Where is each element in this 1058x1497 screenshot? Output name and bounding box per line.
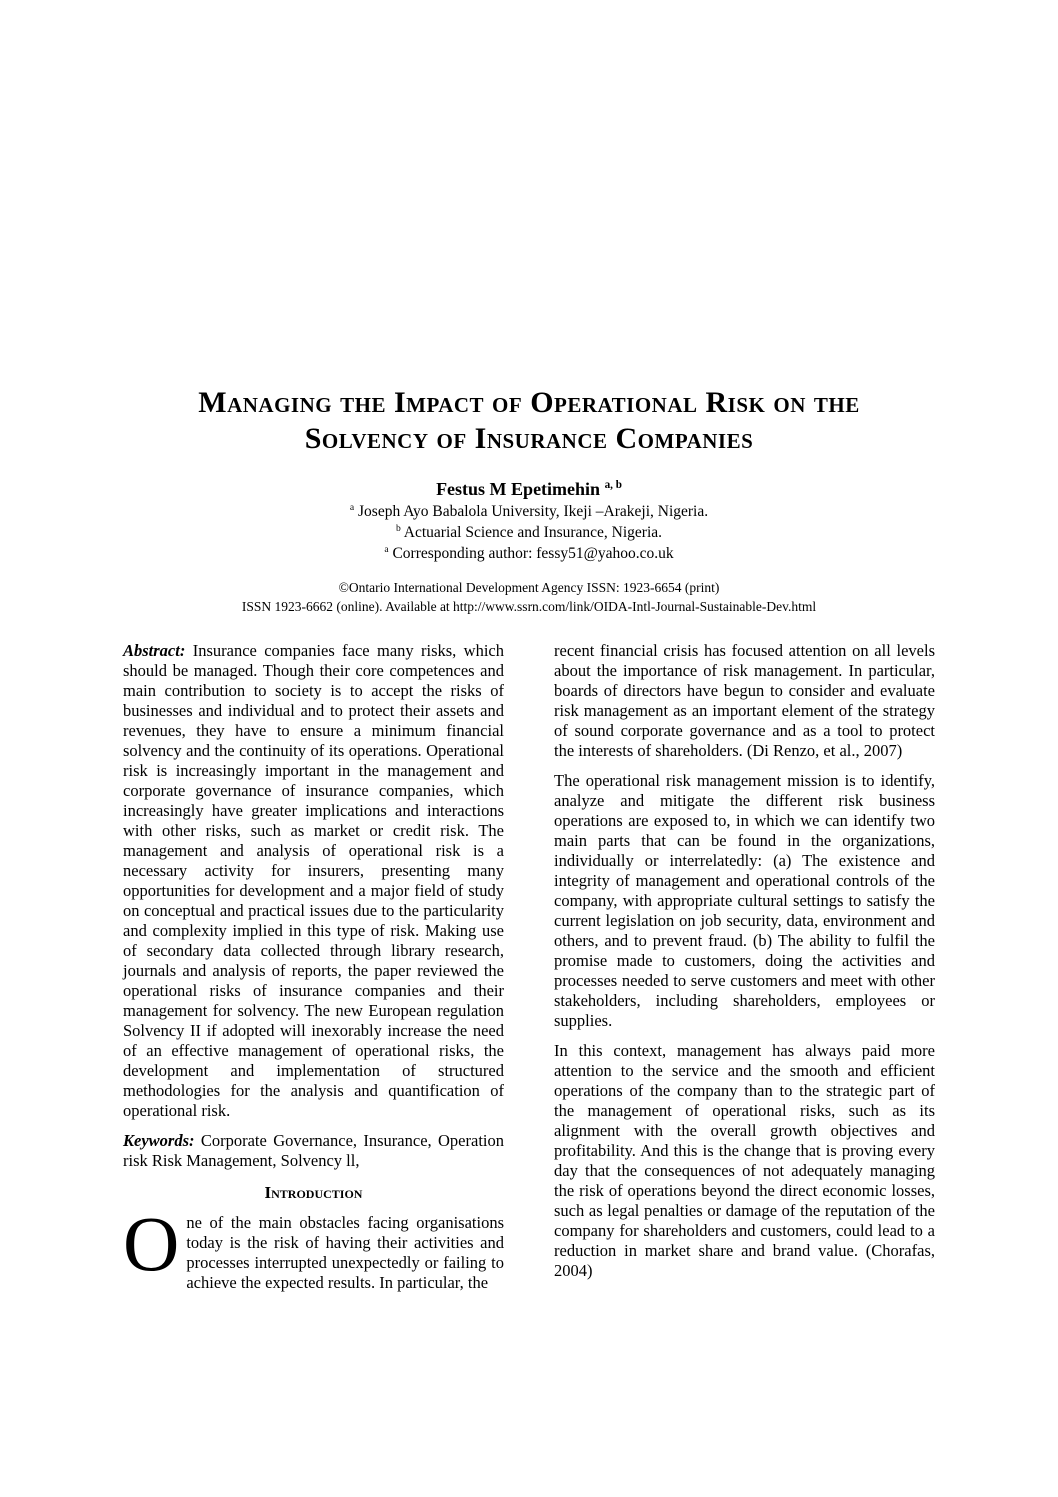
body-paragraph: The operational risk management mission is to identify, analyze and mitigate the different risk business operations are exposed to, in which we can identify two main parts that can be found in the organizations, individually or interrelatedly: (a) The existence and integrity of management and operational controls of the company, with appropriate cultural settings to satisfy the current legislation on job security, data, environment and others, and to prevent fraud. (b) The ability to fulfil the promise made to customers, doing the activities and processes needed to serve customers and meet with other stakeholders, including shareholders, employees or supplies. (554, 771, 935, 1030)
keywords-text: Corporate Governance, Insurance, Operation risk Risk Management, Solvency ll, (123, 1131, 504, 1170)
keywords-paragraph (123, 1131, 504, 1171)
abstract-paragraph (123, 641, 504, 1121)
two-column-body (123, 641, 935, 1303)
author-block (123, 477, 935, 564)
corresponding-author-marker: a (384, 543, 389, 555)
affiliation-2-text: Actuarial Science and Insurance, Nigeria. (400, 524, 663, 541)
issn-block (123, 578, 935, 616)
introduction-text: ne of the main obstacles facing organisations today is the risk of having their activities and processes interrupted unexpectedly or failing to achieve the expected results. In particular, the (186, 1213, 504, 1292)
issn-line-online: ISSN 1923-6662 (online). Available at http://www.ssrn.com/link/OIDA-Intl-Journal-Sustainable-Dev.html (241, 599, 817, 614)
author-superscript: a, b (604, 479, 622, 491)
affiliation-1-text: Joseph Ayo Babalola University, Ikeji –Arakeji, Nigeria. (354, 503, 709, 520)
drop-cap: O (123, 1200, 180, 1287)
corresponding-author-line (123, 543, 935, 564)
body-paragraph: recent financial crisis has focused attention on all levels about the importance of risk management. In particular, boards of directors have begun to consider and evaluate risk management as an important element of the strategy of sound corporate governance and as a tool to protect the interests of shareholders. (Di Renzo, et al., 2007) (554, 641, 935, 760)
paper-title-line-2: Solvency of Insurance Companies (304, 422, 754, 455)
affiliation-1-marker: a (349, 501, 355, 513)
abstract-text: Insurance companies face many risks, which should be managed. Though their core competences and main contribution to society is to accept the risks of businesses and individual and to protect their assets and revenues, they have to ensure a minimum financial solvency and the continuity of its operations. Operational risk is increasingly important in the management and corporate governance of insurance companies, which increasingly have greater implications and interactions with other risks, such as market or credit risk. The management and analysis of operational risk is a necessary activity for insurers, presenting many opportunities for development and a major field of study on conceptual and practical issues due to the particularity and complexity implied in this type of risk. Making use of secondary data collected through library research, journals and analysis of reports, the paper reviewed the operational risks of insurance companies and their management for solvency. The new European regulation Solvency II if adopted will inexorably increase the need of an effective management of operational risks, the development and implementation of structured methodologies for the analysis and quantification of operational risk. (123, 641, 504, 1120)
corresponding-author-text: Corresponding author: fessy51@yahoo.co.uk (388, 545, 674, 562)
author-name (123, 477, 935, 501)
affiliation-2-marker: b (395, 522, 401, 534)
introduction-paragraph (123, 1200, 504, 1293)
issn-line-print: ©Ontario International Development Agency ISSN: 1923-6654 (print) (338, 580, 720, 595)
affiliation-line-2 (123, 522, 935, 543)
keywords-label: Keywords: (123, 1131, 195, 1150)
author-name-text: Festus M Epetimehin (436, 479, 601, 499)
left-column (123, 641, 504, 1303)
section-heading-introduction: Introduction (264, 1183, 363, 1202)
abstract-label: Abstract: (123, 641, 186, 660)
paper-title (123, 385, 935, 457)
body-paragraph: In this context, management has always paid more attention to the service and the smooth and efficient operations of the company than to the strategic part of the management of operational risks, such as its alignment with the overall growth objectives and profitability. And this is the change that is proving every day that the consequences of not adequately managing the risk of operations beyond the direct economic losses, such as legal penalties or damage of the reputation of the company for shareholders and customers, could lead to a reduction in market share and brand value. (Chorafas, 2004) (554, 1041, 935, 1280)
paper-page (123, 385, 935, 1303)
affiliation-line-1 (123, 501, 935, 522)
paper-title-line-1: Managing the Impact of Operational Risk on the (198, 386, 860, 419)
right-column (554, 641, 935, 1303)
